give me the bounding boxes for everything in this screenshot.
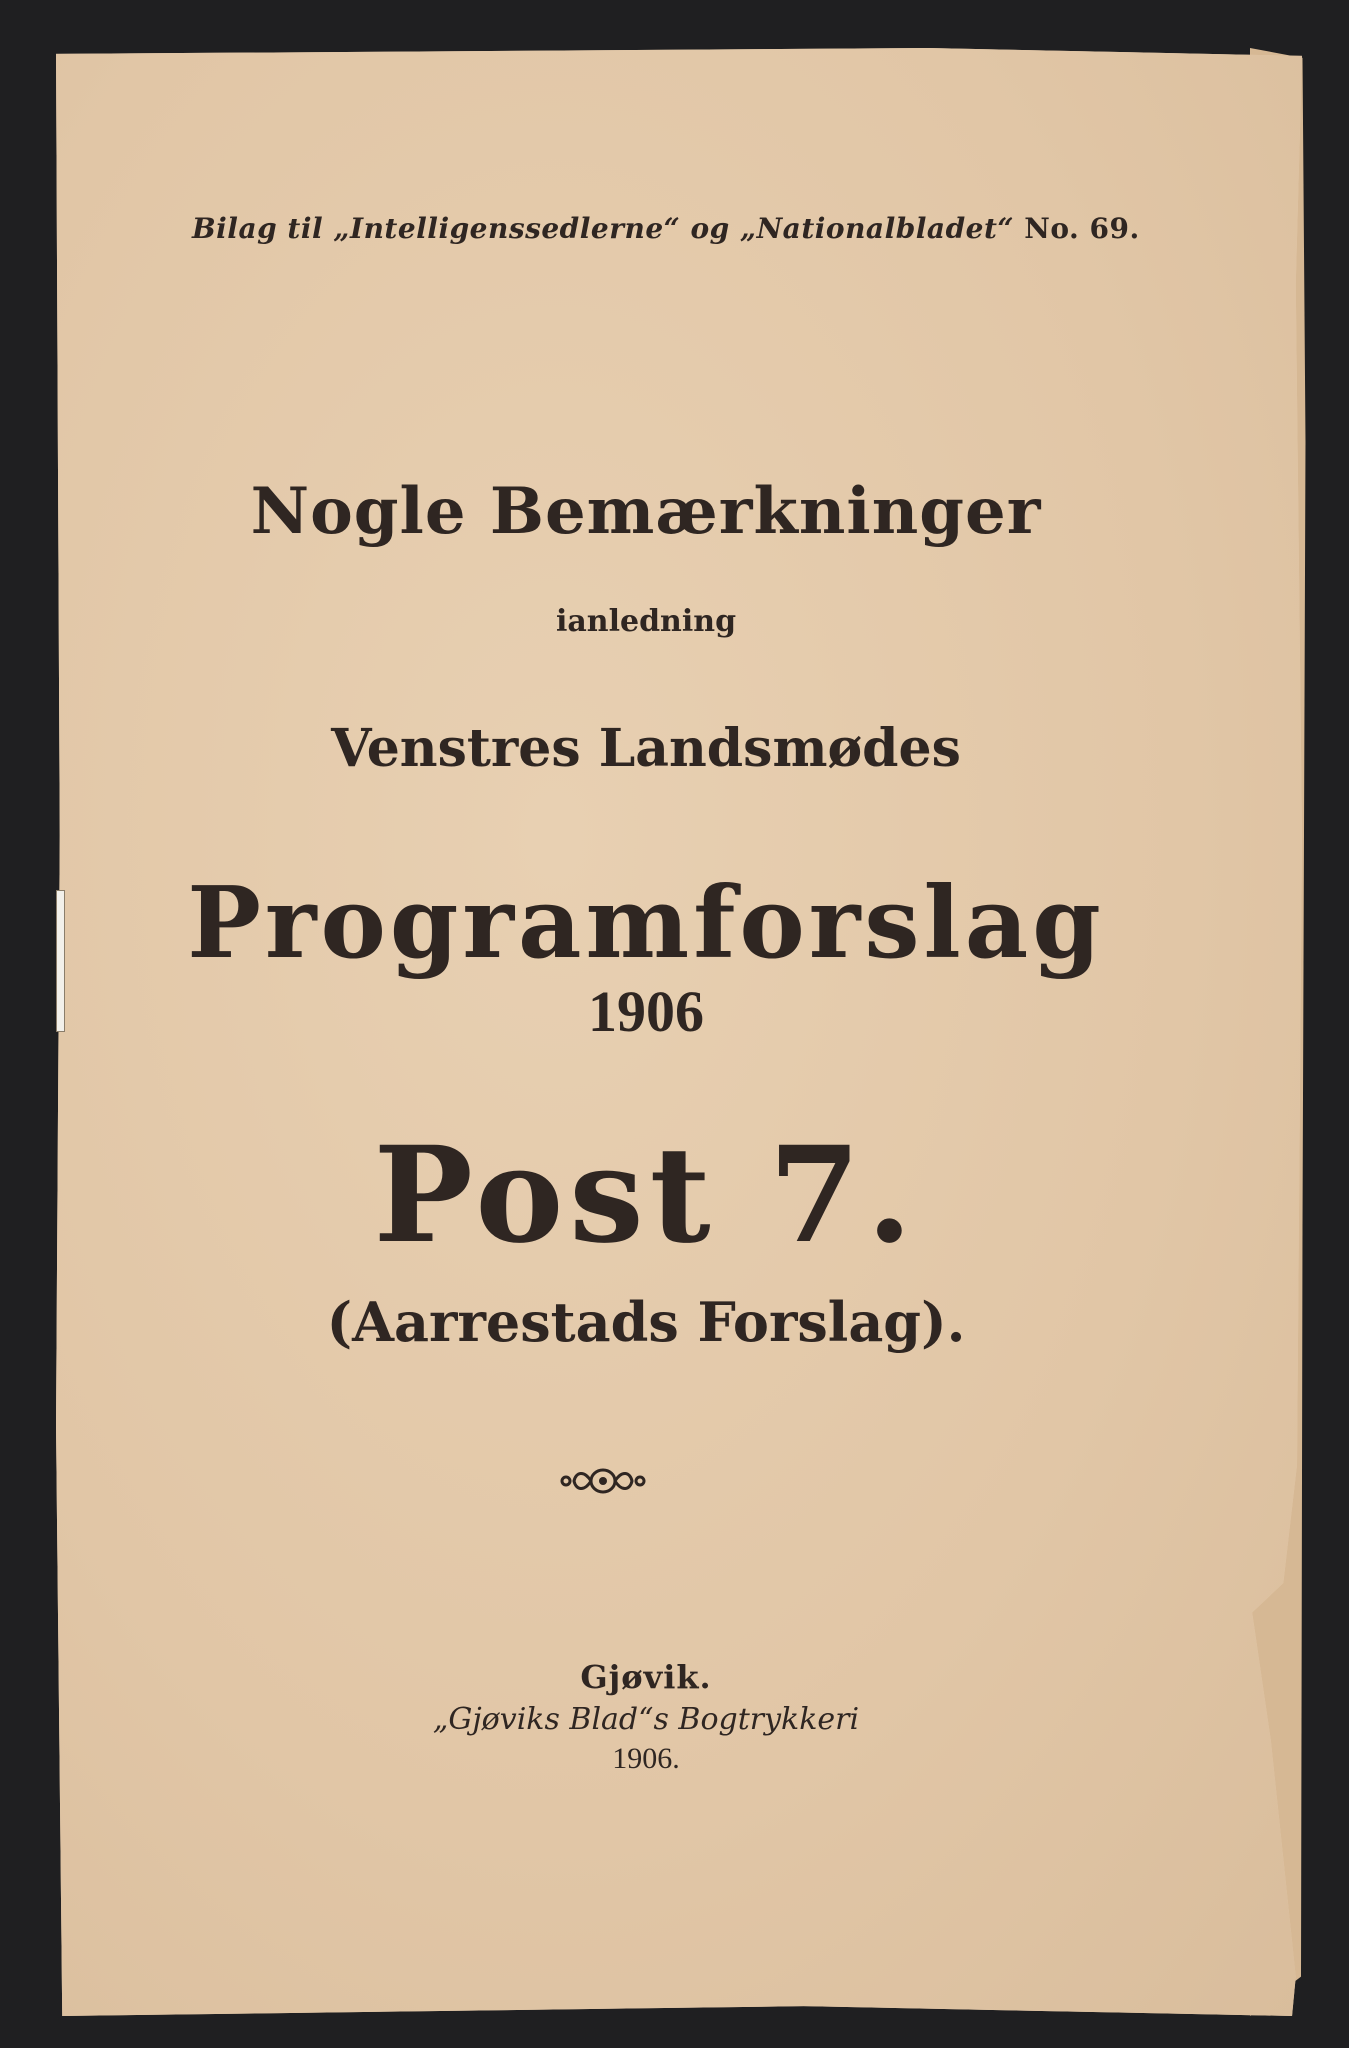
- title-line-2: ianledning: [555, 604, 737, 639]
- title-line-3: Venstres Landsmødes: [331, 718, 961, 779]
- post-number: Post 7.: [373, 1118, 919, 1273]
- imprint-place: Gjøvik.: [580, 1658, 712, 1696]
- imprint-printer: „Gjøviks Blad“s Bogtrykkeri: [432, 1702, 860, 1737]
- main-title: Programforslag: [187, 866, 1105, 981]
- supplement-text: Bilag til „Intelligenssedlerne“ og „Nationalbladet“: [192, 212, 1014, 245]
- supplement-header: [192, 212, 1349, 245]
- subtitle: (Aarrestads Forslag).: [326, 1290, 966, 1354]
- ornament-icon: [560, 1462, 646, 1500]
- issue-number: No. 69.: [1024, 212, 1140, 245]
- imprint-year: 1906.: [612, 1742, 680, 1775]
- title-line-1: Nogle Bemærkninger: [250, 474, 1042, 549]
- title-year: 1906: [588, 979, 704, 1044]
